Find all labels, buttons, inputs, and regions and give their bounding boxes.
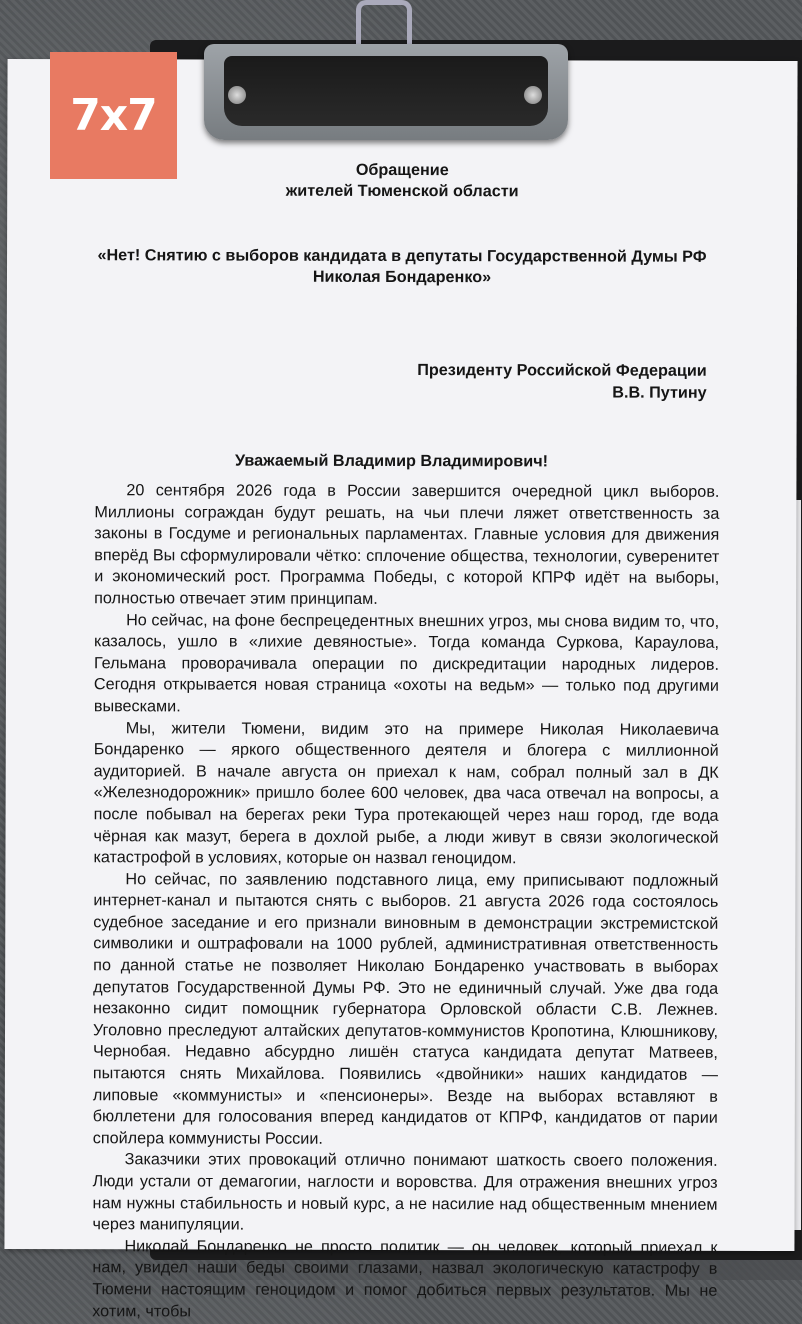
paragraph-1: 20 сентября 2026 года в России завершится очередной цикл выборов. Миллионы сограждан будут решать, на чьи плечи ляжет ответственность за законы в Госдуме и региональных парламентах. Главные условия для движения вперёд Вы сформулировали чётко: сплочение общества, технологии, суверенитет и экономический рост. Программа Победы, с которой КПРФ идёт на выборы, полностью отвечает этим принципам. xyxy=(94,481,720,608)
document-page xyxy=(4,59,797,1321)
paragraph-4: Но сейчас, по заявлению подставного лица, ему приписывают подложный интернет-канал и пытаются снять с выборов. 21 августа 2026 года состоялось судебное заседание и его признали виновным в демонстрации экстремистской символики и оштрафовали на 1000 рублей, административная ответственность по данной статье не позволяет Николаю Бондаренко участвовать в выборах депутатов Государственной Думы РФ. Это не единичный случай. Уже два года незаконно сидит помощник губернатора Орловской области С.В. Лежнев. Уголовно преследуют алтайских депутатов-коммунистов Кропотина, Клюшникову, Чернобая. Недавно абсурдно лишён статуса кандидата депутат Матвеев, пытаются снять Михайлова. Появились «двойники» наших кандидатов — липовые «коммунисты» и «пенсионеры». Везде на выборах вставляют в бюллетени для голосования вперед кандидатов от КПРФ, кандидатов от парии спойлера коммунисты России. xyxy=(92,869,719,1148)
binder-clip-inner xyxy=(224,56,548,126)
paragraph-5: Заказчики этих провокаций отлично понимают шаткость своего положения. Люди устали от демагогии, наглости и воровства. Для отражения внешних угроз нам нужны стабильность и новый курс, а не насилие над общественным мнением через манипуляции. xyxy=(92,1150,718,1234)
title-line-2: Николая Бондаренко» xyxy=(312,267,492,287)
title-line-1: «Нет! Снятию с выборов кандидата в депутаты Государственной Думы РФ xyxy=(97,246,707,266)
paragraph-6: Николай Бондаренко не просто политик — он человек, который приехал к нам, увидел наши беды своими глазами, назвал экологическую катастрофу в Тюмени настоящим геноцидом и помог добиться первых результатов. Мы не хотим, чтобы xyxy=(92,1237,718,1321)
heading-line-1: Обращение xyxy=(355,160,449,180)
binder-clip xyxy=(204,44,568,140)
letter-body xyxy=(92,480,719,1324)
brand-logo: 7x7 xyxy=(50,52,177,179)
heading-line-2: жителей Тюменской области xyxy=(285,181,519,201)
addressee-line-1: Президенту Российской Федерации xyxy=(417,361,707,380)
addressee-line-2: В.В. Путину xyxy=(612,383,707,402)
paragraph-2: Но сейчас, на фоне беспрецедентных внешних угроз, мы снова видим то, что, казалось, ушло в «лихие девяностые». Тогда команда Суркова, Караулова, Гельмана проворачивала операции по дискредитации народных лидеров. Сегодня открывается новая страница «охоты на ведьм» — только под другими вывесками. xyxy=(93,610,720,716)
clip-hanger xyxy=(356,0,412,50)
clip-rivet-left xyxy=(228,86,246,104)
salutation: Уважаемый Владимир Владимирович! xyxy=(234,451,549,471)
paragraph-3: Мы, жители Тюмени, видим это на примере Николая Николаевича Бондаренко — яркого общественного деятеля и блогера с миллионной аудиторией. В начале августа он приехал к нам, собрал полный зал в ДК «Железнодорожник» пришло более 600 человек, два часа отвечал на вопросы, а после побывал на берегах реки Тура протекающей через наш город, где вода чёрная как мазут, берега в дохлой рыбе, а люди живут в связи экологической катастрофой в условиях, которые он назвал геноцидом. xyxy=(93,718,719,868)
clip-rivet-right xyxy=(524,86,542,104)
